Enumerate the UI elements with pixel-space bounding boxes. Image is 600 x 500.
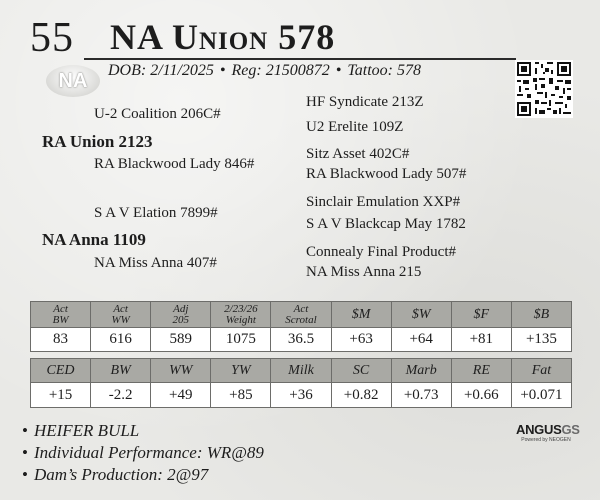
header-ww: WW xyxy=(151,359,211,383)
pedigree-dam-dam: NA Miss Anna 407# xyxy=(94,255,217,271)
bullet-icon: • xyxy=(22,443,28,462)
qr-code-icon[interactable] xyxy=(515,60,573,118)
note-item: • Individual Performance: WR@89 xyxy=(22,443,264,462)
pedigree-sire-sire: U-2 Coalition 206C# xyxy=(94,106,221,122)
value-sc: +0.82 xyxy=(331,383,391,408)
animal-name: NA Union 578 xyxy=(110,17,336,57)
lot-number: 55 xyxy=(30,15,74,61)
value-ww: +49 xyxy=(151,383,211,408)
pedigree-dam-sire-dam: S A V Blackcap May 1782 xyxy=(306,216,466,232)
value-dollar-f: +81 xyxy=(451,328,511,352)
tattoo: Tattoo: 578 xyxy=(347,62,421,79)
header-dollar-f: $F xyxy=(451,302,511,328)
header-act-scrotal: Act Scrotal xyxy=(271,302,331,328)
header-dollar-w: $W xyxy=(391,302,451,328)
value-act-ww: 616 xyxy=(91,328,151,352)
header-adj-205: Adj 205 xyxy=(151,302,211,328)
pedigree-sire: RA Union 2123 xyxy=(42,132,153,151)
value-bw: -2.2 xyxy=(91,383,151,408)
header-ced: CED xyxy=(31,359,91,383)
value-ced: +15 xyxy=(31,383,91,408)
header-bw: BW xyxy=(91,359,151,383)
header-yw: YW xyxy=(211,359,271,383)
value-marb: +0.73 xyxy=(391,383,451,408)
value-milk: +36 xyxy=(271,383,331,408)
value-act-scrotal: 36.5 xyxy=(271,328,331,352)
epd-header-row xyxy=(31,359,572,383)
value-fat: +0.071 xyxy=(511,383,571,408)
pedigree-dam-sire: S A V Elation 7899# xyxy=(94,205,218,221)
pedigree-dam-dam-sire: Connealy Final Product# xyxy=(306,244,456,260)
value-re: +0.66 xyxy=(451,383,511,408)
pedigree-sire-dam-sire: Sitz Asset 402C# xyxy=(306,146,410,162)
header-dollar-m: $M xyxy=(331,302,391,328)
pedigree-sire-sire-sire: HF Syndicate 213Z xyxy=(306,94,424,110)
header-weight: 2/23/26 Weight xyxy=(211,302,271,328)
dob: DOB: 2/11/2025 xyxy=(108,62,214,79)
header-marb: Marb xyxy=(391,359,451,383)
ranch-logo-badge: NA xyxy=(46,65,100,97)
pedigree-sire-dam-dam: RA Blackwood Lady 507# xyxy=(306,166,467,182)
performance-header-row xyxy=(31,302,572,328)
registration-number: Reg: 21500872 xyxy=(231,62,330,79)
performance-value-row xyxy=(31,328,572,352)
header-act-ww: Act WW xyxy=(91,302,151,328)
pedigree-sire-sire-dam: U2 Erelite 109Z xyxy=(306,119,404,135)
value-adj-205: 589 xyxy=(151,328,211,352)
pedigree-dam-dam-dam: NA Miss Anna 215 xyxy=(306,264,422,280)
pedigree-dam-sire-sire: Sinclair Emulation XXP# xyxy=(306,194,461,210)
pedigree-sire-dam: RA Blackwood Lady 846# xyxy=(94,156,255,172)
value-weight: 1075 xyxy=(211,328,271,352)
header-re: RE xyxy=(451,359,511,383)
value-dollar-b: +135 xyxy=(511,328,571,352)
header-fat: Fat xyxy=(511,359,571,383)
bullet-icon: • xyxy=(22,465,28,484)
header-dollar-b: $B xyxy=(511,302,571,328)
header-act-bw: Act BW xyxy=(31,302,91,328)
value-act-bw: 83 xyxy=(31,328,91,352)
value-dollar-w: +64 xyxy=(391,328,451,352)
value-yw: +85 xyxy=(211,383,271,408)
pedigree-dam: NA Anna 1109 xyxy=(42,230,146,249)
angus-gs-logo: ANGUSGS Powered by NEOGEN xyxy=(516,422,580,443)
separator: • xyxy=(335,62,342,79)
performance-table xyxy=(30,301,572,352)
epd-table xyxy=(30,358,572,408)
notes-list xyxy=(22,420,264,486)
epd-value-row xyxy=(31,383,572,408)
identification-line xyxy=(108,62,421,80)
value-dollar-m: +63 xyxy=(331,328,391,352)
header-sc: SC xyxy=(331,359,391,383)
header-divider xyxy=(84,58,516,60)
header-milk: Milk xyxy=(271,359,331,383)
note-item: • HEIFER BULL xyxy=(22,421,140,440)
note-item: • Dam’s Production: 2@97 xyxy=(22,465,209,484)
bullet-icon: • xyxy=(22,421,28,440)
separator: • xyxy=(219,62,226,79)
